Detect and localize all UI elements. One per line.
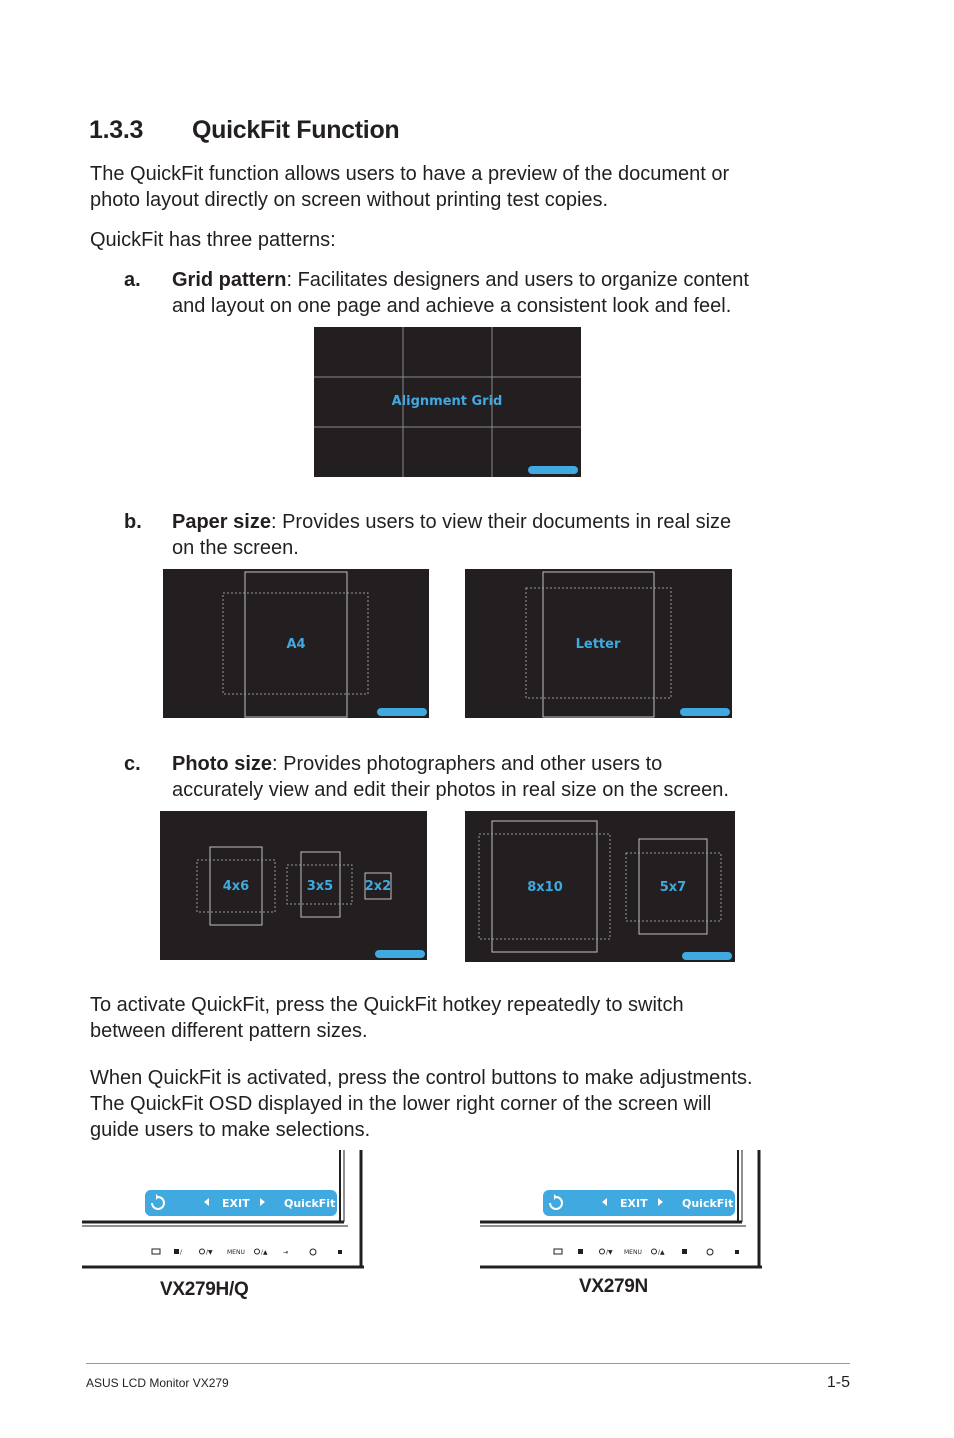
adjust-line-1: When QuickFit is activated, press the control buttons to make adjustments.	[90, 1067, 753, 1089]
activate-paragraph	[90, 992, 830, 1044]
osd-quickfit-label: QuickFit	[682, 1197, 734, 1210]
svg-text:/▲: /▲	[261, 1249, 268, 1256]
activate-line-1: To activate QuickFit, press the QuickFit hotkey repeatedly to switch	[90, 994, 684, 1016]
item-c-letter: c.	[124, 753, 141, 775]
photo-label-5x7: 5x7	[659, 880, 687, 895]
item-b-term: Paper size	[172, 511, 271, 533]
photo-label-3x5: 3x5	[306, 879, 334, 894]
photo-label-8x10: 8x10	[527, 880, 563, 895]
section-title: QuickFit Function	[192, 116, 400, 144]
adjust-line-2: The QuickFit OSD displayed in the lower right corner of the screen will	[90, 1093, 712, 1115]
svg-text:/▼: /▼	[206, 1249, 213, 1256]
page-number: 1-5	[826, 1374, 850, 1391]
osd-bar-vx279hq	[145, 1190, 337, 1216]
power-button-icon	[707, 1249, 713, 1255]
photo-label-2x2: 2x2	[364, 879, 392, 894]
a4-paper-screen	[163, 569, 429, 718]
item-a-letter: a.	[124, 269, 141, 291]
section-number: 1.3.3	[89, 116, 144, 144]
intro-line-1: The QuickFit function allows users to have a preview of the document or	[90, 163, 730, 185]
mini-osd-bar	[375, 950, 425, 958]
quickfit-button-icon	[152, 1249, 160, 1254]
activate-line-2: between different pattern sizes.	[90, 1020, 368, 1042]
mini-osd-bar	[680, 708, 730, 716]
model-label-vx279n: VX279N	[579, 1276, 648, 1297]
svg-text:/▼: /▼	[606, 1249, 613, 1256]
splendid-button-icon	[174, 1249, 179, 1254]
mini-osd-bar	[377, 708, 427, 716]
contrast-button-icon	[600, 1249, 605, 1254]
item-a-text	[172, 267, 832, 319]
osd-quickfit-label: QuickFit	[284, 1197, 336, 1210]
item-c-term: Photo size	[172, 753, 273, 775]
footer-divider	[86, 1363, 850, 1364]
item-c-line-1: : Provides photographers and other users to	[272, 753, 663, 775]
a4-label: A4	[286, 637, 306, 652]
input-button-icon	[682, 1249, 687, 1254]
splendid-button-icon	[578, 1249, 583, 1254]
adjust-paragraph	[90, 1065, 850, 1143]
photo-size-screen-1	[160, 811, 427, 960]
item-a-line-2: and layout on one page and achieve a consistent look and feel.	[172, 295, 732, 317]
item-c-line-2: accurately view and edit their photos in real size on the screen.	[172, 779, 729, 801]
grid-pattern-screen	[314, 327, 581, 477]
photo-label-4x6: 4x6	[222, 879, 250, 894]
svg-text:/▲: /▲	[658, 1249, 665, 1256]
brightness-button-icon	[255, 1249, 260, 1254]
grid-label: Alignment Grid	[391, 394, 503, 409]
intro-line-2: photo layout directly on screen without printing test copies.	[90, 189, 609, 211]
osd-menu-label: MENU	[227, 1249, 245, 1256]
osd-exit-label: EXIT	[222, 1197, 250, 1210]
adjust-line-3: guide users to make selections.	[90, 1119, 371, 1141]
item-b-text	[172, 509, 832, 561]
item-c-text	[172, 751, 832, 803]
quickfit-button-icon	[554, 1249, 562, 1254]
osd-menu-label: MENU	[624, 1249, 642, 1256]
intro-paragraph	[90, 161, 830, 213]
input-button-icon: ⇥	[283, 1249, 289, 1256]
power-button-icon	[310, 1249, 316, 1255]
item-a-line-1: : Facilitates designers and users to organize content	[286, 269, 749, 291]
item-a-term: Grid pattern	[172, 269, 287, 291]
mini-osd-bar	[528, 466, 578, 474]
osd-bar-vx279n	[543, 1190, 735, 1216]
power-led-icon	[735, 1250, 739, 1254]
letter-label: Letter	[575, 637, 621, 652]
bezel-vx279n	[480, 1150, 764, 1272]
mini-osd-bar	[682, 952, 732, 960]
item-b-letter: b.	[124, 511, 142, 533]
osd-exit-label: EXIT	[620, 1197, 648, 1210]
patterns-line: QuickFit has three patterns:	[90, 229, 336, 251]
photo-size-screen-2	[465, 811, 735, 962]
item-b-line-1: : Provides users to view their documents in real size	[270, 511, 732, 533]
svg-text:/: /	[180, 1249, 183, 1256]
model-label-vx279hq: VX279H/Q	[160, 1279, 249, 1300]
power-led-icon	[338, 1250, 342, 1254]
bezel-buttons-vx279hq	[152, 1249, 342, 1256]
item-b-line-2: on the screen.	[172, 537, 299, 559]
brightness-button-icon	[652, 1249, 657, 1254]
bezel-buttons-vx279n	[554, 1249, 739, 1256]
letter-paper-screen	[465, 569, 732, 718]
contrast-button-icon	[200, 1249, 205, 1254]
footer-product-name: ASUS LCD Monitor VX279	[86, 1376, 229, 1390]
section-heading	[89, 116, 399, 145]
bezel-vx279hq	[82, 1150, 366, 1272]
